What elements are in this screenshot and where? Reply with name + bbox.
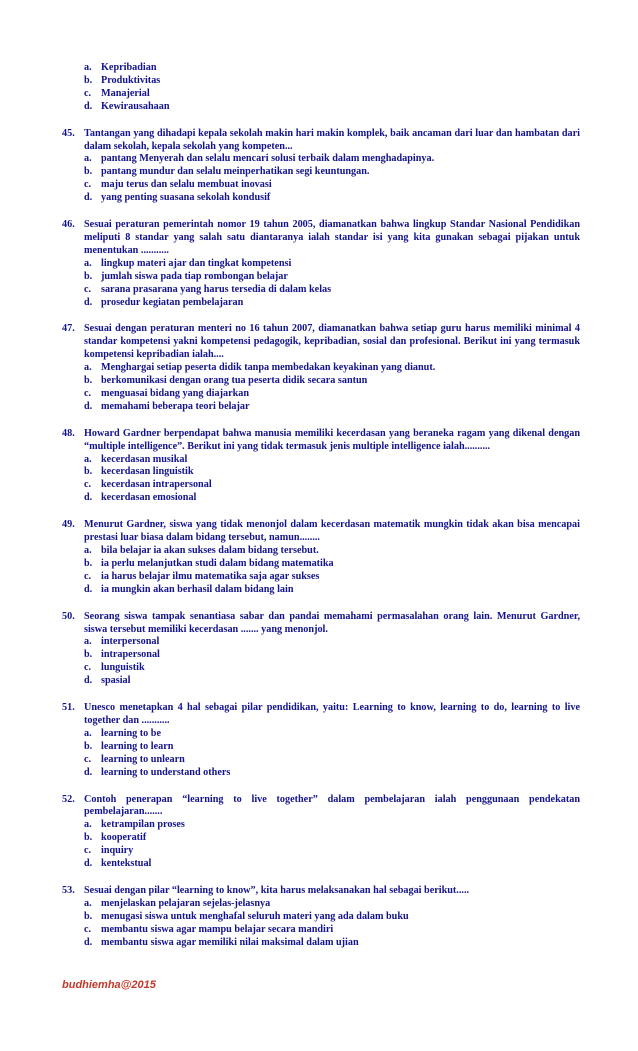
question-stem: Contoh penerapan “learning to live together” dalam pembelajaran ialah penggunaan pendekatan pembelajaran....... (84, 793, 580, 818)
question-number: 47. (62, 323, 75, 335)
option-letter: c. (84, 923, 92, 935)
option-text: pantang Menyerah dan selalu mencari solusi terbaik dalam menghadapinya. (101, 153, 435, 165)
answer-option (84, 662, 580, 675)
question-stem: Menurut Gardner, siswa yang tidak menonjol dalam kecerdasan matematik mungkin tidak akan bisa mencapai prestasi luar biasa dalam bidang tersebut, namun........ (84, 519, 580, 544)
question-stem: Tantangan yang dihadapi kepala sekolah makin hari makin komplek, baik ancaman dari luar dan hambatan dari dalam sekolah, kepala sekolah yang kompeten... (84, 127, 580, 152)
answer-option (84, 492, 580, 505)
question-stem: Howard Gardner berpendapat bahwa manusia memiliki kecerdasan yang beraneka ragam yang dikenal dengan “multiple intelligence”. Berikut ini yang tidak termasuk jenis multiple intelligence ialah.......... (84, 427, 580, 452)
question-item (62, 794, 580, 871)
question-item (62, 702, 580, 779)
option-text: Manajerial (101, 87, 150, 99)
footer-watermark: budhiemha@2015 (62, 979, 156, 991)
option-letter: c. (84, 845, 92, 857)
question-item (62, 128, 580, 205)
option-letter: d. (84, 766, 93, 778)
option-text: kooperatif (101, 832, 147, 844)
question-item (62, 219, 580, 309)
option-letter: b. (84, 832, 93, 844)
option-text: sarana prasarana yang harus tersedia di dalam kelas (101, 283, 332, 295)
option-letter: b. (84, 375, 93, 387)
answer-option (84, 375, 580, 388)
option-text: spasial (101, 675, 131, 687)
question-list (62, 128, 580, 950)
option-text: membantu siswa agar mampu belajar secara mandiri (101, 923, 334, 935)
option-letter: a. (84, 727, 92, 739)
question-number: 49. (62, 519, 75, 531)
answer-option (84, 88, 580, 101)
answer-option (84, 192, 580, 205)
answer-option (84, 558, 580, 571)
option-text: menjelaskan pelajaran sejelas-jelasnya (101, 897, 271, 909)
answer-option (84, 258, 580, 271)
answer-option (84, 401, 580, 414)
answer-option (84, 571, 580, 584)
option-text: membantu siswa agar memiliki nilai maksimal dalam ujian (101, 936, 359, 948)
option-letter: a. (84, 636, 92, 648)
answer-option (84, 636, 580, 649)
option-letter: d. (84, 192, 93, 204)
option-text: prosedur kegiatan pembelajaran (101, 296, 244, 308)
answer-option (84, 101, 580, 114)
question-number: 45. (62, 127, 75, 139)
question-stem: Seorang siswa tampak senantiasa sabar dan pandai memahami permasalahan orang lain. Menurut Gardner, siswa tersebut memiliki kecerdasan ....... yang menonjol. (84, 610, 580, 635)
option-letter: a. (84, 819, 92, 831)
answer-option (84, 819, 580, 832)
answer-option (84, 675, 580, 688)
answer-option (84, 924, 580, 937)
option-letter: a. (84, 545, 92, 556)
option-text: bila belajar ia akan sukses dalam bidang tersebut. (101, 545, 319, 556)
question-item (62, 428, 580, 505)
question-stem: Unesco menetapkan 4 hal sebagai pilar pendidikan, yaitu: Learning to know, learning to do, learning to live together dan ........... (84, 702, 580, 726)
option-text: menugasi siswa untuk menghafal seluruh materi yang ada dalam buku (101, 910, 409, 922)
option-text: yang penting suasana sekolah kondusif (101, 192, 271, 204)
option-text: memahami beberapa teori belajar (101, 400, 250, 412)
question-item (62, 323, 580, 413)
option-text: Menghargai setiap peserta didik tanpa membedakan keyakinan yang dianut. (101, 362, 436, 374)
option-letter: b. (84, 270, 93, 282)
option-text: kecerdasan intrapersonal (101, 479, 212, 491)
option-text: learning to unlearn (101, 753, 185, 765)
answer-option (84, 911, 580, 924)
option-letter: d. (84, 583, 93, 595)
answer-option (84, 388, 580, 401)
option-text: lingkup materi ajar dan tingkat kompetensi (101, 257, 292, 269)
option-letter: c. (84, 753, 92, 765)
answer-option (84, 166, 580, 179)
question-number: 51. (62, 702, 75, 714)
answer-option (84, 767, 580, 780)
answer-option (84, 937, 580, 950)
option-text: ketrampilan proses (101, 819, 185, 831)
option-text: learning to be (101, 727, 161, 739)
option-letter: b. (84, 557, 93, 569)
answer-option (84, 62, 580, 75)
answer-option (84, 284, 580, 297)
option-letter: d. (84, 858, 93, 870)
question-item (62, 519, 580, 596)
answer-option (84, 754, 580, 767)
option-letter: d. (84, 100, 93, 112)
option-text: menguasai bidang yang diajarkan (101, 387, 250, 399)
question-number: 48. (62, 427, 75, 439)
answer-option (84, 649, 580, 662)
answer-option (84, 584, 580, 597)
option-text: maju terus dan selalu membuat inovasi (101, 179, 272, 191)
answer-option (84, 832, 580, 845)
answer-option (84, 858, 580, 871)
option-letter: c. (84, 283, 92, 295)
answer-option (84, 297, 580, 310)
option-text: Kewirausahaan (101, 100, 170, 112)
answer-option (84, 271, 580, 284)
option-letter: d. (84, 936, 93, 948)
option-letter: b. (84, 166, 93, 178)
answer-option (84, 153, 580, 166)
option-text: intrapersonal (101, 649, 160, 661)
option-text: kecerdasan emosional (101, 492, 197, 504)
option-letter: d. (84, 400, 93, 412)
option-letter: c. (84, 662, 92, 674)
question-stem: Sesuai dengan peraturan menteri no 16 tahun 2007, diamanatkan bahwa setiap guru harus memiliki minimal 4 standar kompetensi yakni kompetensi pedagogik, kepribadian, sosial dan profesional. Berikut ini yang termasuk kompetensi kepribadian ialah.... (84, 323, 580, 361)
option-letter: d. (84, 296, 93, 308)
option-letter: d. (84, 675, 93, 687)
option-text: pantang mundur dan selalu meinperhatikan segi keuntungan. (101, 166, 370, 178)
option-letter: c. (84, 179, 92, 191)
answer-option (84, 75, 580, 88)
option-text: interpersonal (101, 636, 160, 648)
question-stem: Sesuai dengan pilar “learning to know”, kita harus melaksanakan hal sebagai berikut..... (84, 884, 470, 896)
option-letter: a. (84, 897, 92, 909)
question-item (62, 885, 580, 950)
option-letter: c. (84, 87, 92, 99)
option-text: kentekstual (101, 858, 152, 870)
option-letter: a. (84, 362, 92, 374)
option-text: Produktivitas (101, 74, 161, 86)
continued-options (62, 62, 580, 114)
option-letter: b. (84, 74, 93, 86)
answer-option (84, 479, 580, 492)
option-letter: c. (84, 479, 92, 491)
question-stem: Sesuai peraturan pemerintah nomor 19 tahun 2005, diamanatkan bahwa lingkup Standar Nasional Pendidikan meliputi 8 standar yang salah satu diantaranya ialah standar isi yang kita gunakan sebagai pijakan untuk menentukan ........... (84, 219, 580, 256)
answer-option (84, 898, 580, 911)
option-text: lunguistik (101, 662, 145, 674)
answer-option (84, 845, 580, 858)
question-item (62, 611, 580, 688)
option-text: ia mungkin akan berhasil dalam bidang lain (101, 583, 294, 595)
option-letter: a. (84, 257, 92, 269)
question-number: 53. (62, 884, 75, 896)
option-text: kecerdasan musikal (101, 453, 188, 465)
option-letter: b. (84, 649, 93, 661)
question-number: 46. (62, 219, 75, 231)
option-text: jumlah siswa pada tiap rombongan belajar (101, 270, 288, 282)
answer-option (84, 179, 580, 192)
option-text: Kepribadian (101, 62, 157, 73)
option-text: berkomunikasi dengan orang tua peserta didik secara santun (101, 375, 368, 387)
answer-option (84, 362, 580, 375)
question-number: 50. (62, 610, 75, 622)
option-letter: a. (84, 153, 92, 165)
option-text: ia harus belajar ilmu matematika saja agar sukses (101, 570, 320, 582)
answer-option (84, 466, 580, 479)
answer-option (84, 545, 580, 558)
option-text: learning to understand others (101, 766, 231, 778)
option-letter: b. (84, 740, 93, 752)
option-text: learning to learn (101, 740, 174, 752)
option-letter: b. (84, 910, 93, 922)
option-letter: a. (84, 62, 92, 73)
option-letter: b. (84, 466, 93, 478)
option-text: inquiry (101, 845, 134, 857)
answer-option (84, 728, 580, 741)
option-letter: c. (84, 387, 92, 399)
answer-option (84, 741, 580, 754)
option-letter: a. (84, 453, 92, 465)
answer-option (84, 454, 580, 467)
option-text: ia perlu melanjutkan studi dalam bidang matematika (101, 557, 334, 569)
question-number: 52. (62, 793, 75, 805)
option-text: kecerdasan linguistik (101, 466, 194, 478)
option-letter: c. (84, 570, 92, 582)
option-letter: d. (84, 492, 93, 504)
